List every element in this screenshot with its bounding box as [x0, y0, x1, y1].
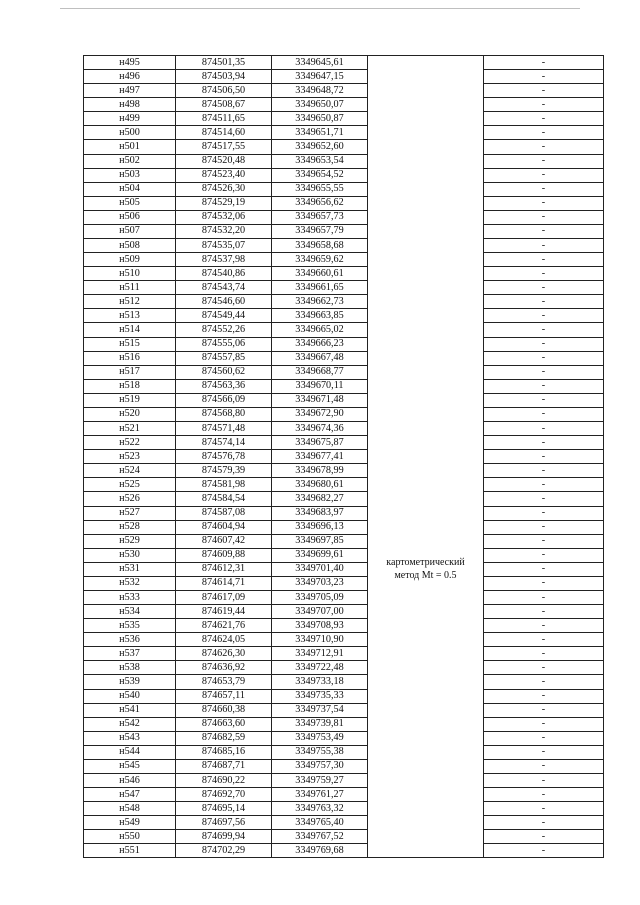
point-id-cell: н510: [84, 267, 176, 281]
note-cell: -: [484, 70, 604, 84]
coordinates-table-body: [84, 56, 604, 858]
note-cell: -: [484, 450, 604, 464]
note-cell: -: [484, 224, 604, 238]
x-coordinate-cell: 874604,94: [176, 520, 272, 534]
x-coordinate-cell: 874657,11: [176, 689, 272, 703]
table-row: [84, 534, 604, 548]
y-coordinate-cell: 3349683,97: [272, 506, 368, 520]
note-cell: -: [484, 520, 604, 534]
note-cell: -: [484, 745, 604, 759]
note-cell: -: [484, 590, 604, 604]
note-cell: -: [484, 717, 604, 731]
y-coordinate-cell: 3349678,99: [272, 464, 368, 478]
x-coordinate-cell: 874557,85: [176, 351, 272, 365]
y-coordinate-cell: 3349645,61: [272, 56, 368, 70]
table-row: [84, 830, 604, 844]
note-cell: -: [484, 605, 604, 619]
table-row: [84, 717, 604, 731]
table-row: [84, 802, 604, 816]
x-coordinate-cell: 874546,60: [176, 295, 272, 309]
point-id-cell: н550: [84, 830, 176, 844]
y-coordinate-cell: 3349647,15: [272, 70, 368, 84]
y-coordinate-cell: 3349654,52: [272, 168, 368, 182]
point-id-cell: н528: [84, 520, 176, 534]
table-row: [84, 168, 604, 182]
table-row: [84, 492, 604, 506]
table-row: [84, 844, 604, 858]
note-cell: -: [484, 140, 604, 154]
point-id-cell: н501: [84, 140, 176, 154]
y-coordinate-cell: 3349708,93: [272, 619, 368, 633]
note-cell: -: [484, 84, 604, 98]
y-coordinate-cell: 3349701,40: [272, 562, 368, 576]
y-coordinate-cell: 3349660,61: [272, 267, 368, 281]
y-coordinate-cell: 3349677,41: [272, 450, 368, 464]
table-row: [84, 84, 604, 98]
point-id-cell: н508: [84, 239, 176, 253]
x-coordinate-cell: 874699,94: [176, 830, 272, 844]
note-cell: -: [484, 731, 604, 745]
point-id-cell: н533: [84, 590, 176, 604]
note-cell: -: [484, 773, 604, 787]
x-coordinate-cell: 874508,67: [176, 98, 272, 112]
note-cell: -: [484, 56, 604, 70]
y-coordinate-cell: 3349705,09: [272, 590, 368, 604]
x-coordinate-cell: 874568,80: [176, 407, 272, 421]
y-coordinate-cell: 3349667,48: [272, 351, 368, 365]
point-id-cell: н513: [84, 309, 176, 323]
y-coordinate-cell: 3349753,49: [272, 731, 368, 745]
y-coordinate-cell: 3349733,18: [272, 675, 368, 689]
x-coordinate-cell: 874529,19: [176, 196, 272, 210]
point-id-cell: н525: [84, 478, 176, 492]
point-id-cell: н535: [84, 619, 176, 633]
y-coordinate-cell: 3349658,68: [272, 239, 368, 253]
point-id-cell: н518: [84, 379, 176, 393]
point-id-cell: н551: [84, 844, 176, 858]
table-row: [84, 351, 604, 365]
point-id-cell: н512: [84, 295, 176, 309]
coordinates-table: [83, 55, 604, 858]
x-coordinate-cell: 874690,22: [176, 773, 272, 787]
table-row: [84, 267, 604, 281]
point-id-cell: н502: [84, 154, 176, 168]
y-coordinate-cell: 3349697,85: [272, 534, 368, 548]
point-id-cell: н521: [84, 422, 176, 436]
y-coordinate-cell: 3349670,11: [272, 379, 368, 393]
point-id-cell: н522: [84, 436, 176, 450]
table-row: [84, 154, 604, 168]
note-cell: -: [484, 98, 604, 112]
x-coordinate-cell: 874532,06: [176, 210, 272, 224]
table-row: [84, 450, 604, 464]
x-coordinate-cell: 874511,65: [176, 112, 272, 126]
table-row: [84, 478, 604, 492]
point-id-cell: н544: [84, 745, 176, 759]
point-id-cell: н498: [84, 98, 176, 112]
table-row: [84, 436, 604, 450]
table-row: [84, 548, 604, 562]
method-label-line1: картометрический: [386, 557, 465, 569]
table-row: [84, 182, 604, 196]
table-row: [84, 661, 604, 675]
point-id-cell: н540: [84, 689, 176, 703]
y-coordinate-cell: 3349659,62: [272, 253, 368, 267]
y-coordinate-cell: 3349767,52: [272, 830, 368, 844]
y-coordinate-cell: 3349707,00: [272, 605, 368, 619]
point-id-cell: н524: [84, 464, 176, 478]
point-id-cell: н545: [84, 759, 176, 773]
point-id-cell: н504: [84, 182, 176, 196]
note-cell: -: [484, 492, 604, 506]
note-cell: -: [484, 126, 604, 140]
table-row: [84, 281, 604, 295]
table-row: [84, 140, 604, 154]
table-row: [84, 393, 604, 407]
x-coordinate-cell: 874697,56: [176, 816, 272, 830]
table-row: [84, 224, 604, 238]
y-coordinate-cell: 3349657,79: [272, 224, 368, 238]
table-row: [84, 126, 604, 140]
x-coordinate-cell: 874532,20: [176, 224, 272, 238]
y-coordinate-cell: 3349650,07: [272, 98, 368, 112]
point-id-cell: н546: [84, 773, 176, 787]
y-coordinate-cell: 3349665,02: [272, 323, 368, 337]
x-coordinate-cell: 874523,40: [176, 168, 272, 182]
x-coordinate-cell: 874624,05: [176, 633, 272, 647]
point-id-cell: н495: [84, 56, 176, 70]
x-coordinate-cell: 874682,59: [176, 731, 272, 745]
y-coordinate-cell: 3349655,55: [272, 182, 368, 196]
y-coordinate-cell: 3349668,77: [272, 365, 368, 379]
table-row: [84, 464, 604, 478]
note-cell: -: [484, 844, 604, 858]
point-id-cell: н538: [84, 661, 176, 675]
point-id-cell: н497: [84, 84, 176, 98]
note-cell: -: [484, 647, 604, 661]
note-cell: -: [484, 182, 604, 196]
note-cell: -: [484, 281, 604, 295]
table-row: [84, 210, 604, 224]
point-id-cell: н539: [84, 675, 176, 689]
note-cell: -: [484, 548, 604, 562]
y-coordinate-cell: 3349703,23: [272, 576, 368, 590]
x-coordinate-cell: 874555,06: [176, 337, 272, 351]
note-cell: -: [484, 562, 604, 576]
note-cell: -: [484, 633, 604, 647]
x-coordinate-cell: 874579,39: [176, 464, 272, 478]
method-cell: [368, 56, 484, 858]
x-coordinate-cell: 874612,31: [176, 562, 272, 576]
x-coordinate-cell: 874543,74: [176, 281, 272, 295]
x-coordinate-cell: 874626,30: [176, 647, 272, 661]
point-id-cell: н527: [84, 506, 176, 520]
table-row: [84, 379, 604, 393]
y-coordinate-cell: 3349674,36: [272, 422, 368, 436]
note-cell: -: [484, 506, 604, 520]
point-id-cell: н543: [84, 731, 176, 745]
point-id-cell: н499: [84, 112, 176, 126]
y-coordinate-cell: 3349675,87: [272, 436, 368, 450]
note-cell: -: [484, 534, 604, 548]
table-row: [84, 745, 604, 759]
y-coordinate-cell: 3349648,72: [272, 84, 368, 98]
point-id-cell: н507: [84, 224, 176, 238]
note-cell: -: [484, 323, 604, 337]
point-id-cell: н503: [84, 168, 176, 182]
y-coordinate-cell: 3349759,27: [272, 773, 368, 787]
y-coordinate-cell: 3349663,85: [272, 309, 368, 323]
x-coordinate-cell: 874695,14: [176, 802, 272, 816]
x-coordinate-cell: 874607,42: [176, 534, 272, 548]
table-row: [84, 773, 604, 787]
x-coordinate-cell: 874621,76: [176, 619, 272, 633]
y-coordinate-cell: 3349696,13: [272, 520, 368, 534]
table-row: [84, 506, 604, 520]
x-coordinate-cell: 874520,48: [176, 154, 272, 168]
x-coordinate-cell: 874609,88: [176, 548, 272, 562]
note-cell: -: [484, 239, 604, 253]
y-coordinate-cell: 3349699,61: [272, 548, 368, 562]
y-coordinate-cell: 3349657,73: [272, 210, 368, 224]
y-coordinate-cell: 3349763,32: [272, 802, 368, 816]
x-coordinate-cell: 874549,44: [176, 309, 272, 323]
y-coordinate-cell: 3349661,65: [272, 281, 368, 295]
table-row: [84, 759, 604, 773]
table-row: [84, 407, 604, 421]
table-row: [84, 576, 604, 590]
y-coordinate-cell: 3349652,60: [272, 140, 368, 154]
table-row: [84, 731, 604, 745]
point-id-cell: н520: [84, 407, 176, 421]
note-cell: -: [484, 802, 604, 816]
point-id-cell: н523: [84, 450, 176, 464]
point-id-cell: н519: [84, 393, 176, 407]
point-id-cell: н515: [84, 337, 176, 351]
y-coordinate-cell: 3349650,87: [272, 112, 368, 126]
x-coordinate-cell: 874517,55: [176, 140, 272, 154]
table-row: [84, 365, 604, 379]
table-row: [84, 703, 604, 717]
x-coordinate-cell: 874702,29: [176, 844, 272, 858]
point-id-cell: н541: [84, 703, 176, 717]
y-coordinate-cell: 3349712,91: [272, 647, 368, 661]
table-row: [84, 689, 604, 703]
y-coordinate-cell: 3349666,23: [272, 337, 368, 351]
table-row: [84, 98, 604, 112]
x-coordinate-cell: 874687,71: [176, 759, 272, 773]
point-id-cell: н537: [84, 647, 176, 661]
note-cell: -: [484, 830, 604, 844]
method-label-line2: метод Mt = 0.5: [394, 570, 457, 582]
table-row: [84, 605, 604, 619]
x-coordinate-cell: 874692,70: [176, 788, 272, 802]
point-id-cell: н500: [84, 126, 176, 140]
table-row: [84, 675, 604, 689]
y-coordinate-cell: 3349755,38: [272, 745, 368, 759]
point-id-cell: н532: [84, 576, 176, 590]
table-row: [84, 56, 604, 70]
x-coordinate-cell: 874663,60: [176, 717, 272, 731]
point-id-cell: н534: [84, 605, 176, 619]
x-coordinate-cell: 874566,09: [176, 393, 272, 407]
x-coordinate-cell: 874653,79: [176, 675, 272, 689]
note-cell: -: [484, 351, 604, 365]
note-cell: -: [484, 393, 604, 407]
x-coordinate-cell: 874574,14: [176, 436, 272, 450]
table-row: [84, 337, 604, 351]
y-coordinate-cell: 3349656,62: [272, 196, 368, 210]
note-cell: -: [484, 365, 604, 379]
note-cell: -: [484, 689, 604, 703]
point-id-cell: н516: [84, 351, 176, 365]
y-coordinate-cell: 3349653,54: [272, 154, 368, 168]
note-cell: -: [484, 154, 604, 168]
x-coordinate-cell: 874636,92: [176, 661, 272, 675]
y-coordinate-cell: 3349735,33: [272, 689, 368, 703]
note-cell: -: [484, 436, 604, 450]
x-coordinate-cell: 874619,44: [176, 605, 272, 619]
note-cell: -: [484, 407, 604, 421]
point-id-cell: н549: [84, 816, 176, 830]
note-cell: -: [484, 661, 604, 675]
table-row: [84, 633, 604, 647]
x-coordinate-cell: 874576,78: [176, 450, 272, 464]
table-row: [84, 562, 604, 576]
y-coordinate-cell: 3349765,40: [272, 816, 368, 830]
x-coordinate-cell: 874526,30: [176, 182, 272, 196]
note-cell: -: [484, 379, 604, 393]
note-cell: -: [484, 210, 604, 224]
table-row: [84, 619, 604, 633]
point-id-cell: н531: [84, 562, 176, 576]
table-row: [84, 309, 604, 323]
y-coordinate-cell: 3349769,68: [272, 844, 368, 858]
table-row: [84, 590, 604, 604]
x-coordinate-cell: 874571,48: [176, 422, 272, 436]
y-coordinate-cell: 3349672,90: [272, 407, 368, 421]
table-row: [84, 239, 604, 253]
y-coordinate-cell: 3349710,90: [272, 633, 368, 647]
point-id-cell: н517: [84, 365, 176, 379]
table-row: [84, 295, 604, 309]
note-cell: -: [484, 309, 604, 323]
y-coordinate-cell: 3349651,71: [272, 126, 368, 140]
table-row: [84, 112, 604, 126]
note-cell: -: [484, 675, 604, 689]
table-row: [84, 253, 604, 267]
note-cell: -: [484, 788, 604, 802]
x-coordinate-cell: 874537,98: [176, 253, 272, 267]
y-coordinate-cell: 3349722,48: [272, 661, 368, 675]
table-row: [84, 788, 604, 802]
point-id-cell: н514: [84, 323, 176, 337]
y-coordinate-cell: 3349739,81: [272, 717, 368, 731]
note-cell: -: [484, 464, 604, 478]
x-coordinate-cell: 874685,16: [176, 745, 272, 759]
note-cell: -: [484, 619, 604, 633]
x-coordinate-cell: 874506,50: [176, 84, 272, 98]
table-row: [84, 816, 604, 830]
table-row: [84, 196, 604, 210]
note-cell: -: [484, 337, 604, 351]
x-coordinate-cell: 874581,98: [176, 478, 272, 492]
scan-artifact-line: [60, 8, 580, 9]
y-coordinate-cell: 3349680,61: [272, 478, 368, 492]
x-coordinate-cell: 874503,94: [176, 70, 272, 84]
point-id-cell: н505: [84, 196, 176, 210]
note-cell: -: [484, 295, 604, 309]
table-row: [84, 323, 604, 337]
note-cell: -: [484, 576, 604, 590]
table-row: [84, 70, 604, 84]
y-coordinate-cell: 3349682,27: [272, 492, 368, 506]
note-cell: -: [484, 478, 604, 492]
note-cell: -: [484, 267, 604, 281]
x-coordinate-cell: 874540,86: [176, 267, 272, 281]
point-id-cell: н547: [84, 788, 176, 802]
x-coordinate-cell: 874587,08: [176, 506, 272, 520]
note-cell: -: [484, 253, 604, 267]
point-id-cell: н530: [84, 548, 176, 562]
point-id-cell: н506: [84, 210, 176, 224]
x-coordinate-cell: 874514,60: [176, 126, 272, 140]
x-coordinate-cell: 874560,62: [176, 365, 272, 379]
point-id-cell: н526: [84, 492, 176, 506]
x-coordinate-cell: 874563,36: [176, 379, 272, 393]
table-row: [84, 422, 604, 436]
point-id-cell: н509: [84, 253, 176, 267]
x-coordinate-cell: 874660,38: [176, 703, 272, 717]
point-id-cell: н529: [84, 534, 176, 548]
x-coordinate-cell: 874614,71: [176, 576, 272, 590]
point-id-cell: н542: [84, 717, 176, 731]
point-id-cell: н548: [84, 802, 176, 816]
note-cell: -: [484, 112, 604, 126]
note-cell: -: [484, 816, 604, 830]
y-coordinate-cell: 3349761,27: [272, 788, 368, 802]
y-coordinate-cell: 3349662,73: [272, 295, 368, 309]
note-cell: -: [484, 703, 604, 717]
table-row: [84, 520, 604, 534]
x-coordinate-cell: 874584,54: [176, 492, 272, 506]
y-coordinate-cell: 3349671,48: [272, 393, 368, 407]
table-row: [84, 647, 604, 661]
note-cell: -: [484, 422, 604, 436]
x-coordinate-cell: 874535,07: [176, 239, 272, 253]
note-cell: -: [484, 168, 604, 182]
x-coordinate-cell: 874552,26: [176, 323, 272, 337]
point-id-cell: н536: [84, 633, 176, 647]
x-coordinate-cell: 874501,35: [176, 56, 272, 70]
point-id-cell: н496: [84, 70, 176, 84]
note-cell: -: [484, 759, 604, 773]
y-coordinate-cell: 3349737,54: [272, 703, 368, 717]
note-cell: -: [484, 196, 604, 210]
point-id-cell: н511: [84, 281, 176, 295]
x-coordinate-cell: 874617,09: [176, 590, 272, 604]
y-coordinate-cell: 3349757,30: [272, 759, 368, 773]
